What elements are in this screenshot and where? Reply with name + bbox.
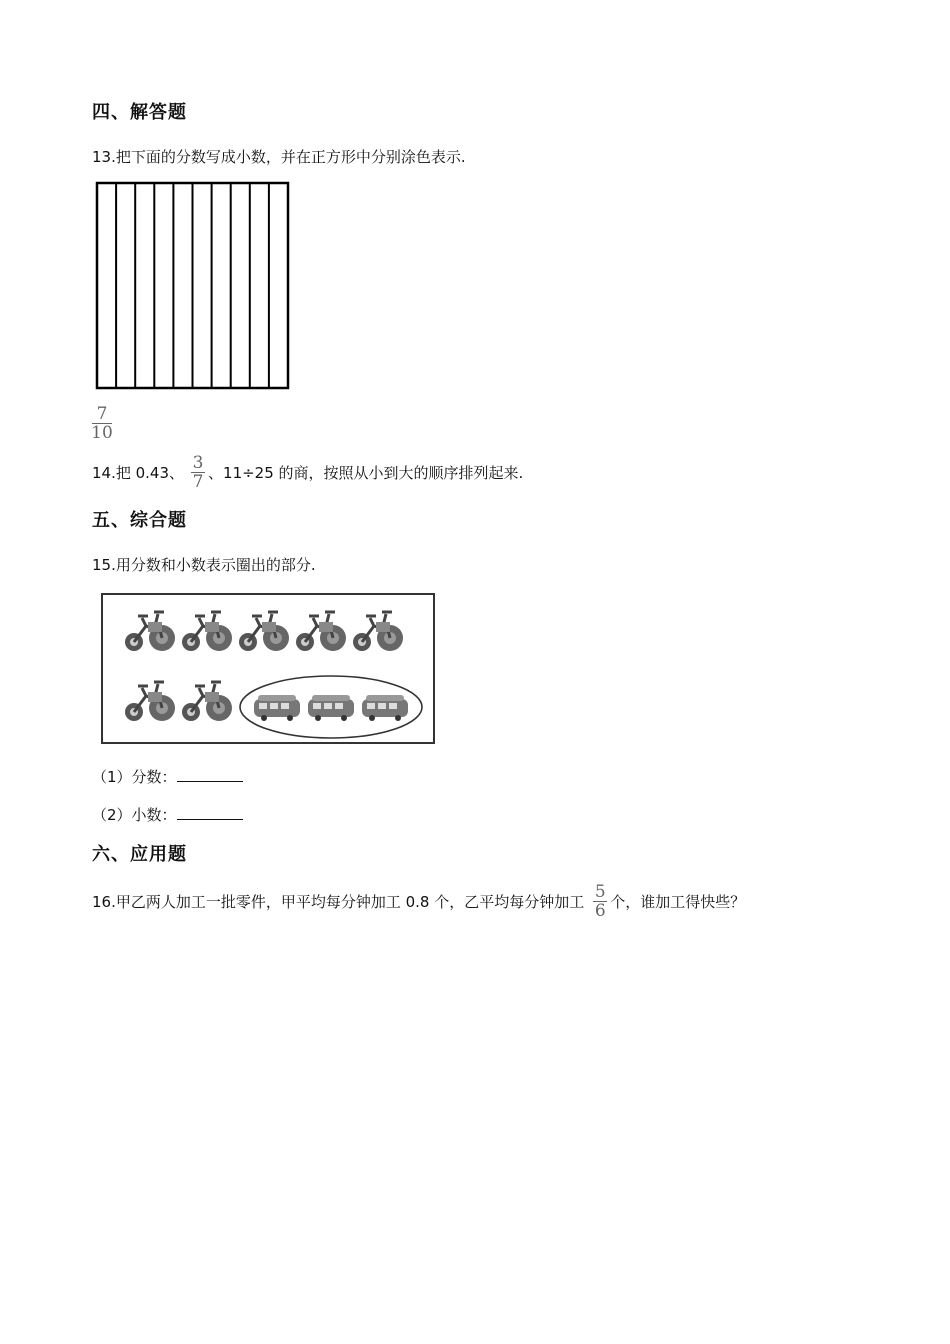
question-14-text — [92, 454, 523, 491]
question-14-suffix: 、11÷25 的商，按照从小到大的顺序排列起来. — [208, 464, 524, 482]
section-heading-6: 六、应用题 — [92, 844, 187, 865]
question-15-text: 15.用分数和小数表示圈出的部分. — [92, 556, 316, 574]
question-15-part2 — [92, 804, 243, 825]
question-16-text — [92, 883, 745, 920]
question-14-prefix: 14.把 0.43、 — [92, 464, 185, 482]
fraction-denominator: 7 — [192, 472, 204, 492]
question-16-prefix: 16.甲乙两人加工一批零件，甲平均每分钟加工 0.8 个，乙平均每分钟加工 — [92, 893, 585, 911]
fraction-denominator: 10 — [91, 423, 113, 443]
answer-blank-decimal[interactable] — [177, 805, 243, 820]
fraction-5-6 — [592, 883, 608, 920]
fraction-numerator: 3 — [192, 453, 204, 473]
fraction-denominator: 6 — [594, 901, 606, 921]
part1-label: （1）分数： — [92, 768, 177, 786]
section-heading-5: 五、综合题 — [92, 510, 187, 531]
fraction-numerator: 7 — [96, 404, 108, 424]
question-16-suffix: 个，谁加工得快些？ — [610, 893, 746, 911]
vehicle-picture-box — [100, 592, 437, 746]
question-15-part1 — [92, 766, 243, 787]
fraction-7-10 — [91, 405, 113, 442]
fraction-3-7 — [190, 454, 206, 491]
answer-blank-fraction[interactable] — [177, 767, 243, 782]
section-heading-4: 四、解答题 — [92, 102, 187, 123]
ten-column-square — [95, 181, 291, 390]
part2-label: （2）小数： — [92, 806, 177, 824]
question-13-text: 13.把下面的分数写成小数，并在正方形中分别涂色表示. — [92, 148, 466, 166]
fraction-numerator: 5 — [594, 882, 606, 902]
